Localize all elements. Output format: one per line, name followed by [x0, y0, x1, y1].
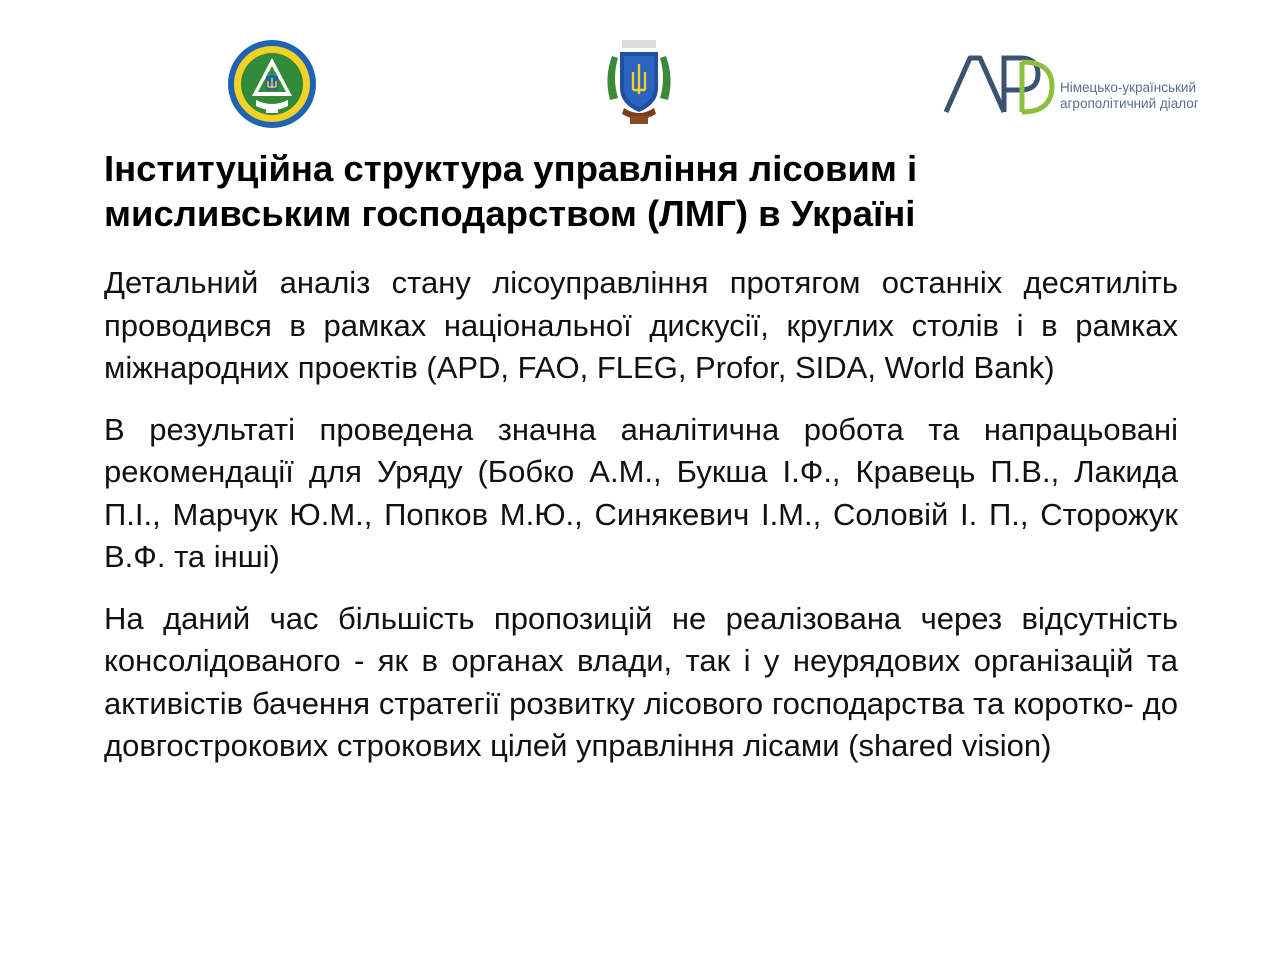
page-title [104, 146, 1184, 236]
apd-caption-line2: агрополітичний діалог [1060, 96, 1199, 111]
ministry-coat-of-arms-icon [600, 38, 678, 126]
paragraph-analysis: Детальний аналіз стану лісоуправління протягом останніх десятиліть проводився в рамках національної дискусії, круглих столів і в рамках міжнародних проектів (APD, FAO, FLEG, Profor, SIDA, World Bank) [104, 265, 1178, 385]
apd-wordmark-icon [940, 50, 1058, 120]
page-title-line1: Інституційна структура управління лісовим і [104, 148, 918, 189]
paragraph-results: В результаті проведена значна аналітична робота та напрацьовані рекомендації для Уряду (Бобко А.М., Букша І.Ф., Кравець П.В., Лакида П.І., Марчук Ю.М., Попков М.Ю., Синякевич І.М., Соловій І. П., Сторожук В.Ф. та інші) [104, 411, 1178, 574]
body-content [104, 262, 1178, 787]
apd-caption-line1: Німецько-український [1060, 80, 1197, 95]
apd-logo [940, 50, 1215, 120]
paragraph-current-state: На даний час більшість пропозицій не реалізована через відсутність консолідованого - як в органах влади, так і у неурядових організацій та активістів бачення стратегії розвитку лісового господарства та коротко- до довгострокових строкових цілей управління лісами (shared vision) [104, 600, 1178, 763]
forest-university-emblem-icon [226, 38, 318, 130]
page-title-line2: мисливським господарством (ЛМГ) в Україні [104, 193, 916, 234]
